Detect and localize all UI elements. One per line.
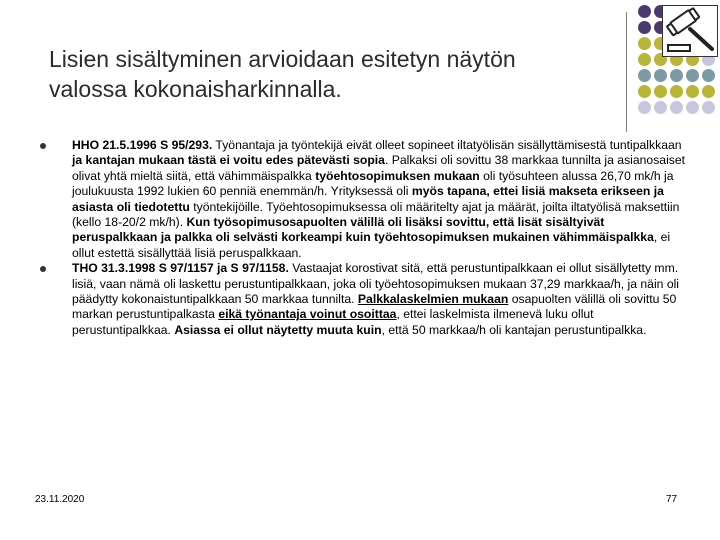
decorative-dot [654, 85, 667, 98]
decorative-dot [638, 5, 651, 18]
footer-date: 23.11.2020 [35, 494, 85, 505]
text-segment: eikä työnantaja voinut osoittaa [218, 307, 397, 322]
text-segment: ja kantajan mukaan tästä ei voitu edes pätevästi sopia [72, 153, 385, 168]
text-segment: THO 31.3.1998 S 97/1157 ja S 97/1158. [72, 261, 289, 276]
decorative-dot [686, 69, 699, 82]
bullet-item-1 [40, 138, 690, 261]
title-divider-line [626, 12, 627, 132]
decorative-dot [654, 69, 667, 82]
slide-title-line-2: valossa kokonaisharkinnalla. [49, 76, 342, 102]
text-segment: Asiassa ei ollut näytetty muuta kuin [174, 322, 382, 337]
decorative-dot [702, 101, 715, 114]
decorative-dot [638, 69, 651, 82]
text-segment: myös tapana, ettei lisiä makseta erikseen ja asiasta oli tiedotettu [72, 184, 664, 214]
bullet-item-2 [40, 261, 690, 338]
bullet-text-1 [72, 138, 690, 261]
text-segment: oli työsuhteen alussa 26,70 mk/h ja joulukuusta 1992 lukien 60 penniä enemmän/h. Yrityksessä oli [72, 168, 674, 199]
text-segment: Vastaajat korostivat sitä, että perustuntipalkkaan ei ollut sisällytetty mm. lisiä, vaan nämä oli laskettu perustuntipalkkaan, joka oli työehtosopimuksen mukaan 37,29 markkaa/h, ja näin oli päädytty kokonaistuntipalkkaan 50 markkaa tunnilta. [72, 261, 680, 307]
decorative-dot [686, 85, 699, 98]
bullet-list [40, 138, 690, 338]
decorative-dot [670, 69, 683, 82]
text-segment: HHO 21.5.1996 S 95/293. [72, 138, 213, 152]
bullet-marker [40, 143, 46, 149]
text-segment: työntekijöille. Työehtosopimuksessa oli määritelty ajat ja määrät, joilta iltatyölisä maksettiin (kello 18-20/2 mk/h). [72, 199, 680, 230]
decorative-dot [638, 85, 651, 98]
decorative-dot [654, 101, 667, 114]
decorative-dot [638, 37, 651, 50]
text-segment: . Palkaksi oli sovittu 38 markkaa tunnilta ja asianosaiset olivat yhtä mieltä siitä, että vähimmäispalkka [72, 153, 686, 183]
text-segment: Työnantaja ja työntekijä eivät olleet sopineet iltatyölisän sisällyttämisestä tuntipalkkaan [212, 138, 682, 152]
decorative-dot [638, 101, 651, 114]
decorative-dot [702, 69, 715, 82]
text-segment: , ei ollut estettä sisällyttää lisiä peruspalkkaan. [72, 230, 671, 260]
decorative-dot [670, 85, 683, 98]
slide-title [49, 44, 619, 104]
gavel-icon [662, 5, 718, 57]
text-segment: , ettei laskelmista ilmenevä luku ollut perustuntipalkkaa. [72, 307, 594, 337]
text-segment: , että 50 markkaa/h oli kantajan perustuntipalkka. [381, 322, 647, 337]
bullet-text-2 [72, 261, 690, 338]
text-segment: työehtosopimuksen mukaan [315, 168, 480, 183]
decorative-dot [670, 101, 683, 114]
bullet-marker [40, 266, 46, 272]
text-segment: Kun työsopimusosapuolten välillä oli lisäksi sovittu, että lisät sisältyivät peruspalkkaan ja palkka oli selvästi korkeampi kuin työehtosopimuksen mukainen vähimmäispalkka [72, 215, 654, 245]
decorative-dot [638, 21, 651, 34]
page-number: 77 [666, 494, 678, 505]
slide-title-line-1: Lisien sisältyminen arvioidaan esitetyn näytön [49, 46, 516, 72]
decorative-dot [638, 53, 651, 66]
decorative-dot [702, 85, 715, 98]
decorative-dot [686, 101, 699, 114]
text-segment: osapuolten välillä oli sovittu 50 markan perustuntipalkasta [72, 292, 677, 322]
text-segment: Palkkalaskelmien mukaan [357, 292, 509, 307]
